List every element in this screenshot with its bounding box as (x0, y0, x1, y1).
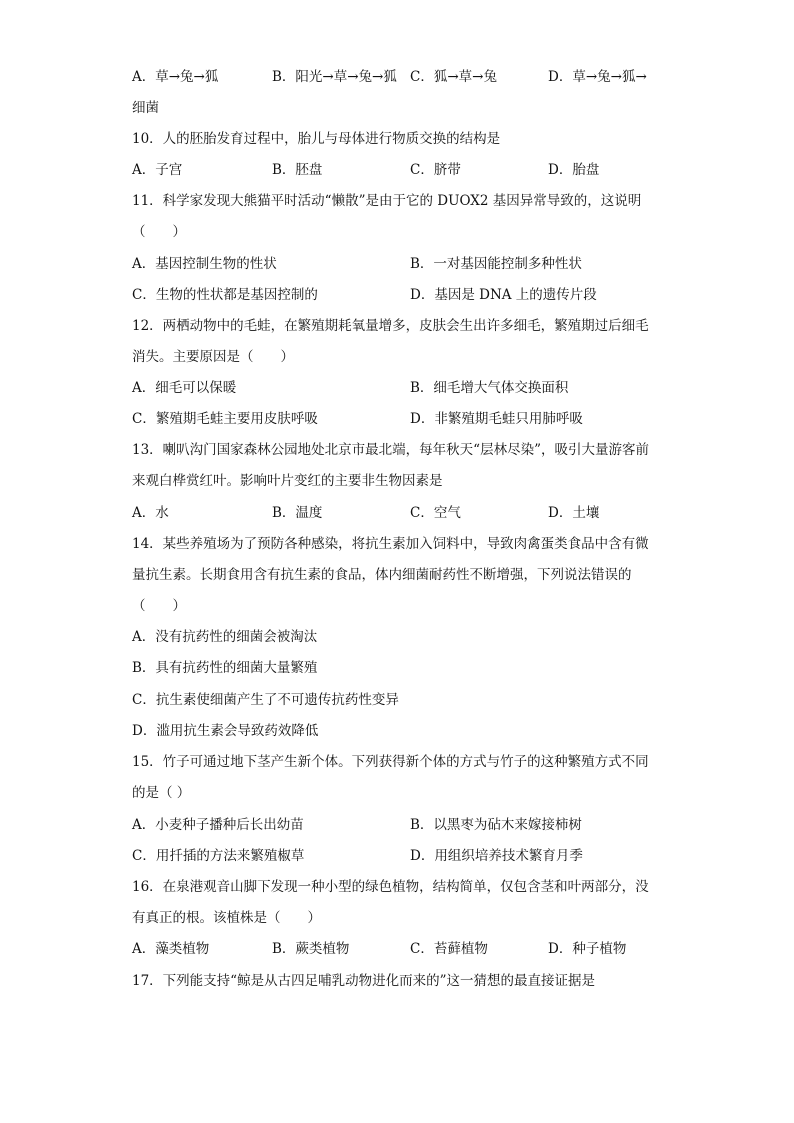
q16-option-a: A．藻类植物 (132, 941, 210, 957)
q9-option-d: D．草→兔→狐→ (548, 69, 647, 85)
q12-stem-line1: 12．两栖动物中的毛蛙，在繁殖期耗氧量增多，皮肤会生出许多细毛，繁殖期过后细毛 (132, 318, 649, 334)
q13-option-c: C．空气 (410, 505, 461, 521)
q16-stem-line1: 16．在泉港观音山脚下发现一种小型的绿色植物，结构简单，仅包含茎和叶两部分，没 (132, 879, 649, 895)
q10-option-c: C．脐带 (410, 162, 461, 178)
q14-stem-line2: 量抗生素。长期食用含有抗生素的食品，体内细菌耐药性不断增强，下列说法错误的 (132, 567, 632, 583)
q15-option-a: A．小麦种子播种后长出幼苗 (132, 817, 304, 833)
q10-option-b: B．胚盘 (272, 162, 323, 178)
q16-option-d: D．种子植物 (548, 941, 627, 957)
q15-stem-line2: 的是（ ） (132, 785, 191, 801)
q11-stem-line2: （ ） (132, 224, 186, 240)
q13-option-d: D．土壤 (548, 505, 600, 521)
q15-option-c: C．用扦插的方法来繁殖椒草 (132, 848, 305, 864)
q15-stem-line1: 15．竹子可通过地下茎产生新个体。下列获得新个体的方式与竹子的这种繁殖方式不同 (132, 754, 649, 770)
q11-stem-line1: 11．科学家发现大熊猫平时活动“懒散”是由于它的 DUOX2 基因异常导致的，这说明 (132, 193, 642, 209)
q9-option-b: B．阳光→草→兔→狐 (272, 69, 397, 85)
q11-option-b: B．一对基因能控制多种性状 (410, 256, 582, 272)
q14-option-a: A．没有抗药性的细菌会被淘汰 (132, 629, 318, 645)
q13-option-b: B．温度 (272, 505, 323, 521)
q12-option-c: C．繁殖期毛蛙主要用皮肤呼吸 (132, 411, 318, 427)
q16-stem-line2: 有真正的根。该植株是（ ） (132, 910, 321, 926)
q14-option-c: C．抗生素使细菌产生了不可遗传抗药性变异 (132, 692, 399, 708)
q12-option-a: A．细毛可以保暖 (132, 380, 237, 396)
q13-stem-line2: 来观白桦赏红叶。影响叶片变红的主要非生物因素是 (132, 473, 443, 489)
q13-stem-line1: 13．喇叭沟门国家森林公园地处北京市最北端，每年秋天“层林尽染”，吸引大量游客前 (132, 442, 649, 458)
q9-option-a: A．草→兔→狐 (132, 69, 219, 85)
q9-option-c: C．狐→草→兔 (410, 69, 497, 85)
q10-stem: 10．人的胚胎发育过程中，胎儿与母体进行物质交换的结构是 (132, 131, 501, 147)
q10-option-a: A．子宫 (132, 162, 183, 178)
q12-option-d: D．非繁殖期毛蛙只用肺呼吸 (410, 411, 583, 427)
q14-option-b: B．具有抗药性的细菌大量繁殖 (132, 660, 318, 676)
q15-option-b: B．以黑枣为砧木来嫁接柿树 (410, 817, 582, 833)
q13-option-a: A．水 (132, 505, 169, 521)
q12-stem-line2: 消失。主要原因是（ ） (132, 349, 294, 365)
q9-option-d-continued: 细菌 (132, 100, 159, 116)
q16-option-b: B．蕨类植物 (272, 941, 350, 957)
q15-option-d: D．用组织培养技术繁育月季 (410, 848, 583, 864)
q16-option-c: C．苔藓植物 (410, 941, 488, 957)
q11-option-c: C．生物的性状都是基因控制的 (132, 287, 318, 303)
q14-option-d: D．滥用抗生素会导致药效降低 (132, 723, 319, 739)
q17-stem-line1: 17．下列能支持“鲸是从古四足哺乳动物进化而来的”这一猜想的最直接证据是 (132, 973, 595, 989)
q11-option-a: A．基因控制生物的性状 (132, 256, 277, 272)
q10-option-d: D．胎盘 (548, 162, 600, 178)
q14-stem-line3: （ ） (132, 598, 186, 614)
q11-option-d: D．基因是 DNA 上的遗传片段 (410, 287, 597, 303)
q14-stem-line1: 14．某些养殖场为了预防各种感染，将抗生素加入饲料中，导致肉禽蛋类食品中含有微 (132, 536, 649, 552)
q12-option-b: B．细毛增大气体交换面积 (410, 380, 569, 396)
